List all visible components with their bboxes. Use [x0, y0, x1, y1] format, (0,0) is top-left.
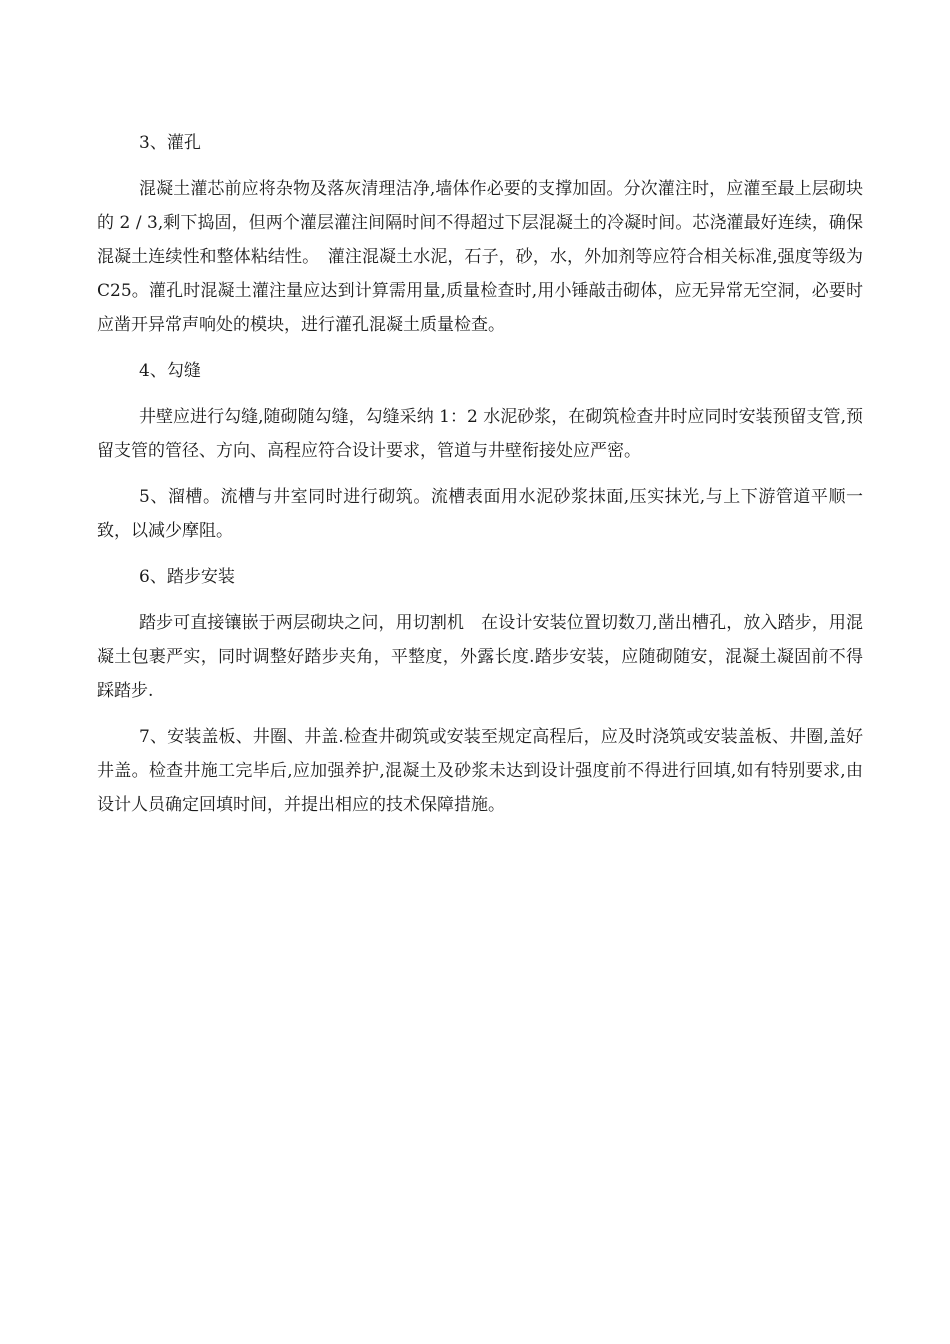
section-body-grouting: 混凝土灌芯前应将杂物及落灰清理洁净,墙体作必要的支撑加固。分次灌注时，应灌至最上层砌块的 2 / 3,剩下捣固，但两个灌层灌注间隔时间不得超过下层混凝土的冷凝时间。芯浇灌最好连续，确保混凝土连续性和整体粘结性。 灌注混凝土水泥，石子，砂，水，外加剂等应符合相关标准,强度等级为 C25。灌孔时混凝土灌注量应达到计算需用量,质量检查时,用小锤敲击砌体，应无异常无空洞，必要时应凿开异常声响处的模块，进行灌孔混凝土质量检查。 — [97, 179, 863, 335]
section-body-steps: 踏步可直接镶嵌于两层砌块之问，用切割机 在设计安装位置切数刀,凿出槽孔，放入踏步，用混凝土包裹严实，同时调整好踏步夹角，平整度，外露长度.踏步安装，应随砌随安，混凝土凝固前不得踩踏步. — [97, 613, 863, 701]
section-heading-steps: 6、踏步安装 — [139, 567, 235, 587]
section-heading-pointing: 4、勾缝 — [139, 361, 201, 381]
section-body-pointing: 井壁应进行勾缝,随砌随勾缝，勾缝采纳 1：2 水泥砂浆，在砌筑检查井时应同时安装预留支管,预留支管的管径、方向、高程应符合设计要求，管道与井壁衔接处应严密。 — [97, 407, 863, 461]
document-page — [97, 126, 863, 834]
section-heading-grouting: 3、灌孔 — [139, 133, 201, 153]
section-body-channel: 5、溜槽。流槽与井室同时进行砌筑。流槽表面用水泥砂浆抹面,压实抹光,与上下游管道平顺一致，以减少摩阻。 — [97, 487, 863, 541]
section-body-cover: 7、安装盖板、井圈、井盖.检查井砌筑或安装至规定高程后，应及时浇筑或安装盖板、井圈,盖好井盖。检查井施工完毕后,应加强养护,混凝土及砂浆未达到设计强度前不得进行回填,如有特别要求,由设计人员确定回填时间，并提出相应的技术保障措施。 — [97, 727, 863, 815]
